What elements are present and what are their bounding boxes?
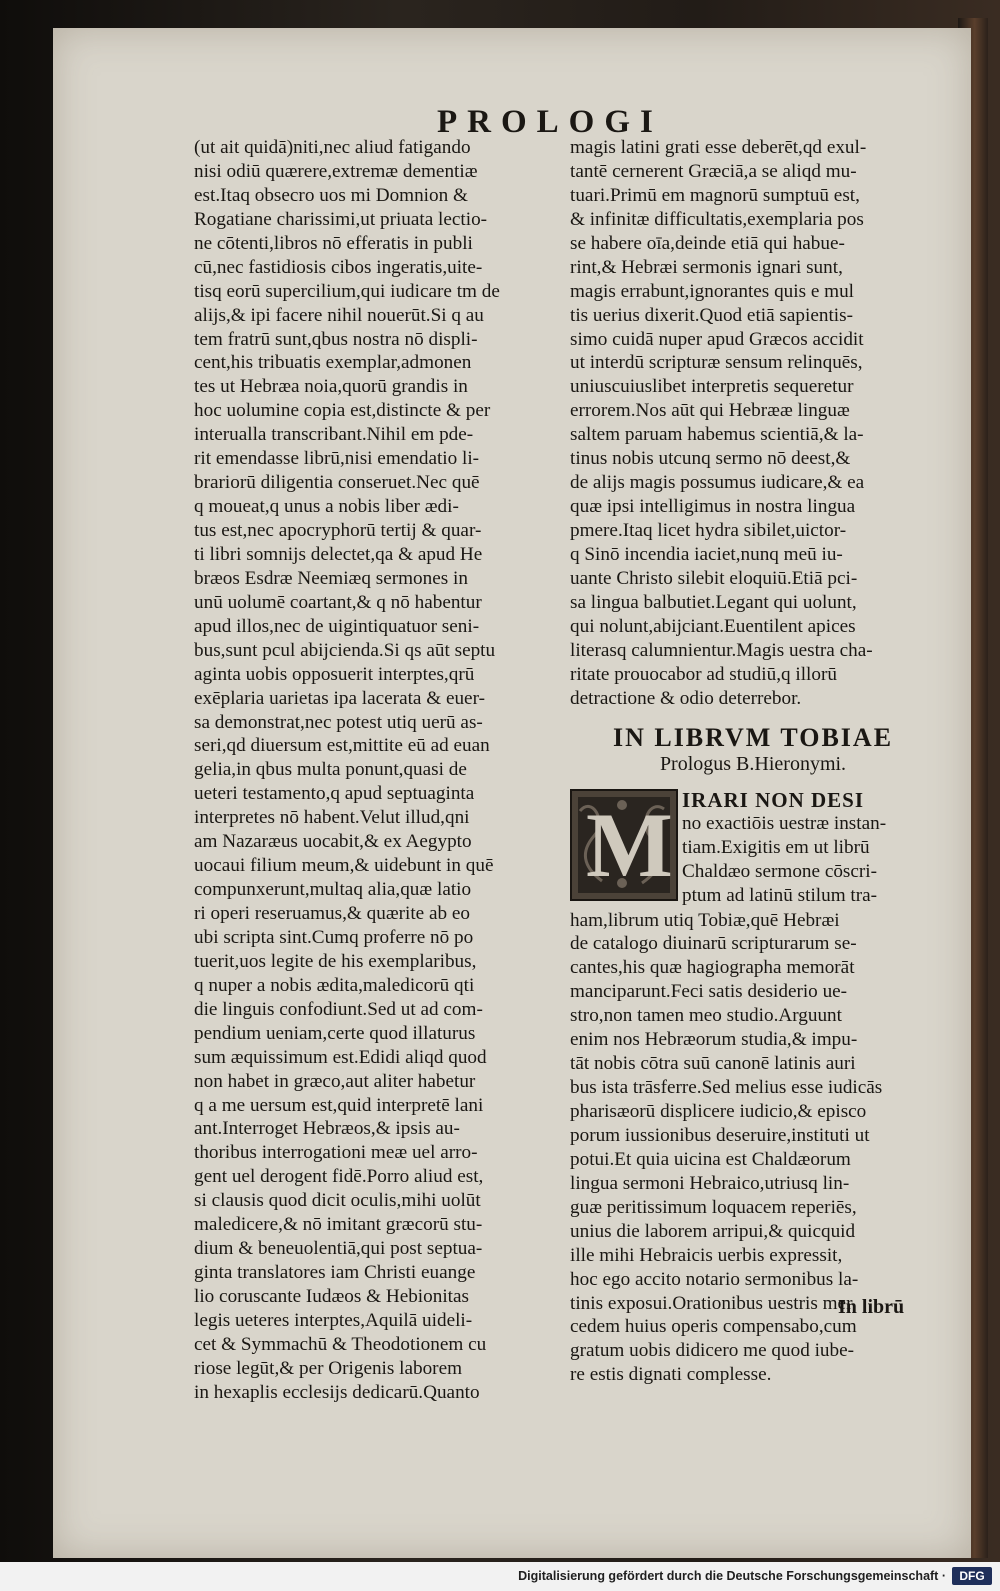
text-line: si clausis quod dicit oculis,mihi uolūt <box>194 1190 481 1212</box>
text-line: sa lingua balbutiet.Legant qui uolunt, <box>570 591 857 613</box>
text-line: gelia,in qbus multa ponunt,quasi de <box>194 759 467 781</box>
text-line: quæ ipsi intelligimus in nostra lingua <box>570 496 856 518</box>
text-line: pendium ueniam,certe quod illaturus <box>194 1022 476 1044</box>
left-column <box>194 136 554 1403</box>
initial-letter: M <box>586 793 673 896</box>
text-line: cū,nec fastidiosis cibos ingeratis,uite- <box>194 256 483 278</box>
text-line: tantē cernerent Græciā,a se aliqd mu- <box>570 160 857 182</box>
text-line: tinis exposui.Orationibus uestris mer <box>570 1292 853 1314</box>
text-line: legis ueteres interptes,Aquilā uideli- <box>194 1309 473 1331</box>
dfg-logo <box>952 1567 992 1585</box>
section-subtitle: Prologus B.Hieronymi. <box>659 752 847 775</box>
text-line: errorem.Nos aūt qui Hebrææ linguæ <box>570 400 850 422</box>
text-line: gratum uobis didicero me quod iube- <box>570 1340 855 1362</box>
text-line: q nuper a nobis ædita,maledicorū qti <box>194 974 475 996</box>
text-line: brariorū diligentia conseruet.Nec quē <box>194 472 480 494</box>
text-line: literasq calumnientur.Magis uestra cha- <box>570 639 873 661</box>
footer-bar <box>0 1562 1000 1591</box>
text-line: q moueat,q unus a nobis liber ædi- <box>194 496 459 518</box>
text-line: nisi odiū quærere,extremæ dementiæ <box>194 160 478 182</box>
section-title: IN LIBRVM TOBIAE <box>612 722 894 752</box>
text-line: uante Christo silebit eloquiū.Etiā pci- <box>570 567 858 589</box>
text-line: bus ista trāsferre.Sed melius esse iudicās <box>570 1077 883 1099</box>
text-line: cet & Symmachū & Theodotionem cu <box>194 1333 487 1355</box>
text-line: exēplaria uarietas ipa lacerata & euer- <box>194 687 485 709</box>
text-line: simo cuidā nuper apud Græcos accidit <box>570 328 864 350</box>
text-line: saltem paruam habemus scientiā,& la- <box>570 424 864 446</box>
text-line: Chaldæo sermone cōscri- <box>682 861 878 883</box>
text-line: cedem huius operis compensabo,cum <box>570 1316 857 1338</box>
text-line: interpretes nō habent.Velut illud,qni <box>194 807 470 829</box>
text-line: guæ peritissimum loquacem reperiēs, <box>570 1196 857 1218</box>
right-column <box>570 136 936 1386</box>
text-line: tāt nobis cōtra suū canonē latinis auri <box>570 1053 856 1075</box>
text-line: aginta uobis opposuerit interptes,qrū <box>194 663 475 685</box>
text-line: am Nazaræus uocabit,& ex Aegypto <box>194 831 472 853</box>
text-line: qui nolunt,abijciant.Euentilent apices <box>570 615 856 637</box>
text-line: lio coruscante Iudæos & Hebionitas <box>194 1286 469 1307</box>
text-line: in hexaplis ecclesijs dedicarū.Quanto <box>194 1381 480 1403</box>
text-line: est.Itaq obsecro uos mi Domnion & <box>194 184 468 206</box>
dfg-logo-text: DFG <box>959 1569 985 1583</box>
text-line: alijs,& ipi facere nihil nouerūt.Si q au <box>194 304 484 326</box>
text-line: hoc uolumine copia est,distincte & per <box>194 400 491 422</box>
footer-credit: Digitalisierung gefördert durch die Deutsche Forschungsgemeinschaft · <box>518 1569 946 1583</box>
text-line: pmere.Itaq licet hydra sibilet,uictor- <box>570 520 847 541</box>
text-line: enim nos Hebræorum studia,& impu- <box>570 1029 858 1051</box>
text-line: cantes,his quæ hagiographa memorāt <box>570 957 855 979</box>
text-line: unius die laborem arripui,& quicquid <box>570 1220 856 1242</box>
text-line: ille mihi Hebraicis uerbis expressit, <box>570 1244 843 1266</box>
text-line: tus est,nec apocryphorū tertij & quar- <box>194 520 482 541</box>
text-line: lingua sermoni Hebraico,utriusq lin- <box>570 1172 850 1194</box>
text-line: pharisæorū displicere iudicio,& episco <box>570 1101 867 1122</box>
text-line: die linguis confodiunt.Sed ut ad com- <box>194 998 483 1020</box>
text-line: bus,sunt pcul abijcienda.Si qs aūt septu <box>194 639 496 661</box>
text-line: gent uel derogent fidē.Porro aliud est, <box>194 1166 484 1188</box>
text-line: tinus nobis utcunq sermo nō deest,& <box>570 448 851 470</box>
text-line: & infinitæ difficultatis,exemplaria pos <box>570 208 864 230</box>
text-line: de catalogo diuinarū scripturarum se- <box>570 933 857 955</box>
text-line: ubi scripta sint.Cumq proferre nō po <box>194 926 474 948</box>
text-line: tisq eorū supercilium,qui iudicare tm de <box>194 280 500 302</box>
text-line: ginta translatores iam Christi euange <box>194 1262 476 1284</box>
text-line: tem fratrū sunt,qbus nostra nō displi- <box>194 328 478 350</box>
text-line: ne cōtenti,libros nō efferatis in publi <box>194 232 473 254</box>
text-line: Rogatiane charissimi,ut priuata lectio- <box>194 208 488 230</box>
text-line: apud illos,nec de uigintiquatuor seni- <box>194 615 480 637</box>
catchword: In librū <box>838 1296 905 1318</box>
text-line: bræos Esdræ Neemiæq sermones in <box>194 567 468 589</box>
text-line: ti libri somnijs delectet,qa & apud He <box>194 543 483 565</box>
running-head: PROLOGI <box>437 104 663 140</box>
text-line: IRARI NON DESI <box>682 787 865 812</box>
text-line: tuari.Primū em magnorū sumptuū est, <box>570 184 860 206</box>
text-line: interualla transcribant.Nihil em pde- <box>194 424 474 446</box>
text-line: magis latini grati esse deberēt,qd exul- <box>570 137 867 158</box>
text-line: seri,qd diuersum est,mittite eū ad euan <box>194 735 490 757</box>
text-line: ant.Interroget Hebræos,& ipsis au- <box>194 1118 460 1140</box>
text-line: q a me uersum est,quid interpretē lani <box>194 1094 484 1116</box>
text-line: rit emendasse librū,nisi emendatio li- <box>194 448 480 470</box>
text-line: sum æquissimum est.Edidi aliqd quod <box>194 1046 487 1068</box>
text-line: tiam.Exigitis em ut librū <box>682 837 870 859</box>
text-line: potui.Et quia uicina est Chaldæorum <box>570 1148 851 1170</box>
text-line: tes ut Hebræa noia,quorū grandis in <box>194 376 468 398</box>
text-line: stro,non tamen meo studio.Arguunt <box>570 1005 842 1027</box>
text-line: uocaui filium meum,& uidebunt in quē <box>194 855 494 877</box>
decorated-initial <box>570 789 678 901</box>
text-line: cent,his tribuatis exemplar,admonen <box>194 352 472 374</box>
text-line: rint,& Hebræi sermonis ignari sunt, <box>570 256 843 278</box>
right-column-top-text <box>570 136 936 711</box>
text-line: manciparunt.Feci satis desiderio ue- <box>570 981 848 1003</box>
text-line: tuerit,uos legite de his exemplaribus, <box>194 950 477 972</box>
text-line: compunxerunt,multaq alia,quæ latio <box>194 879 472 901</box>
text-line: re estis dignati complesse. <box>570 1364 772 1386</box>
text-line: unū uolumē coartant,& q nō habentur <box>194 591 482 613</box>
text-line: hoc ego accito notario sermonibus la- <box>570 1268 859 1290</box>
text-line: uniuscuiuslibet interpretis sequeretur <box>570 376 854 398</box>
text-line: ptum ad latinū stilum tra- <box>682 885 878 907</box>
text-line: detractione & odio deterrebor. <box>570 687 802 709</box>
text-line: dium & beneuolentiā,qui post septua- <box>194 1238 483 1260</box>
text-line: ritate prouocabor ad studiū,q illorū <box>570 663 837 685</box>
text-line: ham,librum utiq Tobiæ,quē Hebræi <box>570 909 840 931</box>
text-line: de alijs magis possumus iudicare,& ea <box>570 472 865 494</box>
text-line: non habet in græco,aut aliter habetur <box>194 1070 476 1092</box>
text-line: riose legūt,& per Origenis laborem <box>194 1357 463 1379</box>
text-line: se habere oīa,deinde etiā qui habue- <box>570 232 845 254</box>
text-line: maledicere,& nō imitant græcorū stu- <box>194 1214 483 1236</box>
text-line: no exactiōis uestræ instan- <box>682 813 887 835</box>
initial-lines <box>682 789 936 909</box>
text-line: ueteri testamento,q apud septuaginta <box>194 783 475 805</box>
text-line: sa demonstrat,nec potest utiq uerū as- <box>194 711 483 733</box>
text-line: (ut ait quidā)niti,nec aliud fatigando <box>194 137 471 158</box>
text-line: magis errabunt,ignorantes quis e mul <box>570 280 855 302</box>
text-line: ri operi reseruamus,& quærite ab eo <box>194 903 470 924</box>
text-line: ut interdū scripturæ sensum relinquēs, <box>570 352 863 374</box>
text-line: porum iussionibus deseruire,instituti ut <box>570 1124 870 1146</box>
text-line: tis uerius dixerit.Quod etiā sapientis- <box>570 304 853 326</box>
text-line: thoribus interrogationi meæ uel arro- <box>194 1142 478 1164</box>
text-line: q Sinō incendia iaciet,nunq meū iu- <box>570 543 843 565</box>
